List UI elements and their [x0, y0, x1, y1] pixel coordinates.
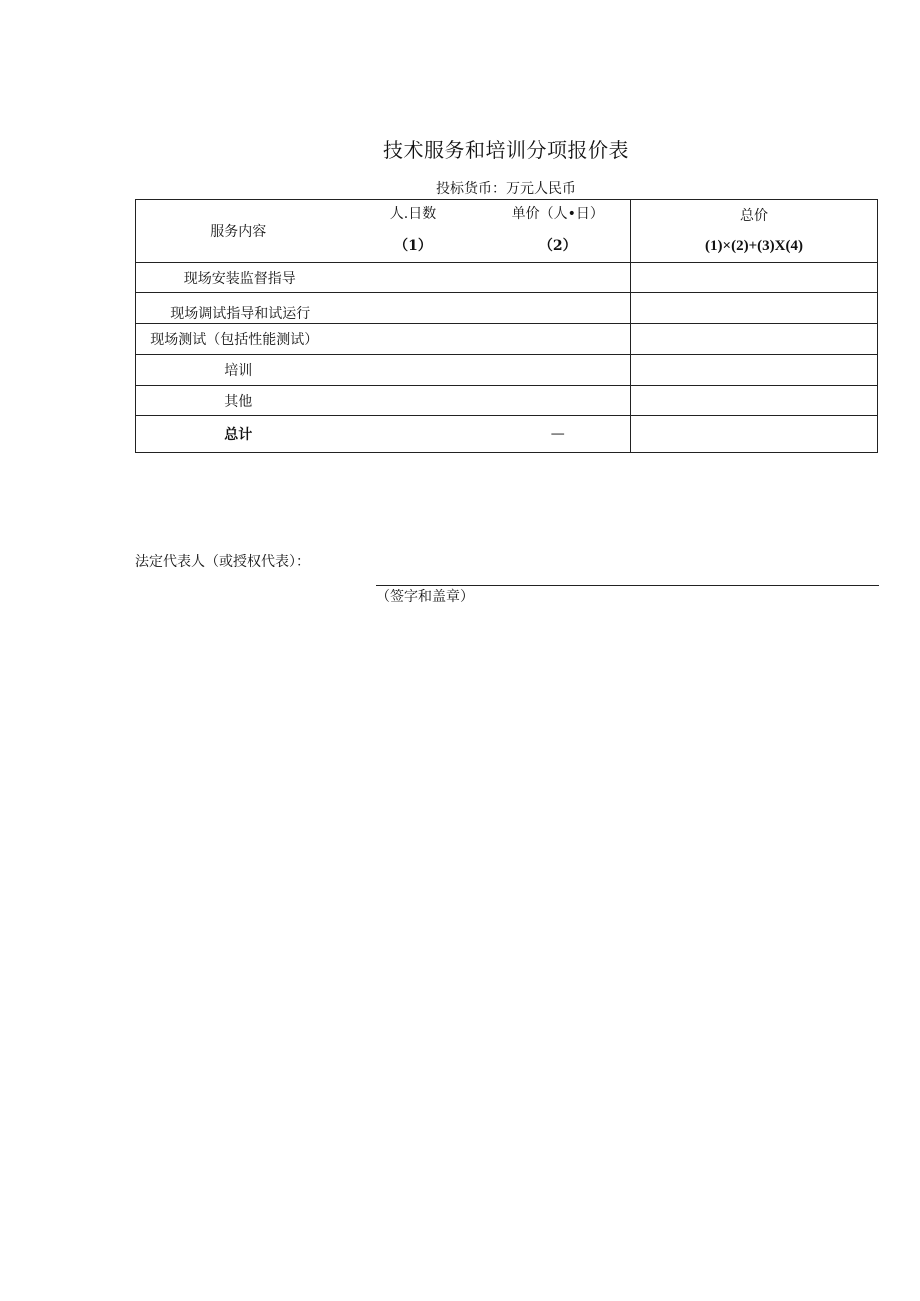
table-header-row [136, 200, 878, 263]
person-days-cell [341, 416, 486, 453]
total-cell [631, 263, 878, 293]
unit-price-cell [486, 386, 631, 416]
header-unit-price-label: 单价（人•日） [511, 206, 604, 222]
table-row [136, 324, 878, 355]
page-title: 技术服务和培训分项报价表 [383, 138, 629, 162]
header-unit-price [486, 200, 631, 263]
service-cell [136, 293, 341, 324]
service-label: 现场测试（包括性能测试） [150, 332, 319, 348]
signature-label: 法定代表人（或授权代表）： [135, 554, 310, 570]
header-total-formula: (1)×(2)+(3)X(4) [705, 238, 803, 254]
currency-line: 投标货币：万元人民币 [436, 181, 576, 197]
grand-total-cell [631, 416, 878, 453]
person-days-cell [341, 293, 486, 324]
service-label: 培训 [224, 363, 253, 379]
header-person-days-label: 人.日数 [389, 206, 437, 222]
total-cell [631, 386, 878, 416]
total-cell [631, 293, 878, 324]
header-total-label: 总价 [740, 208, 768, 224]
unit-price-dash: — [486, 416, 631, 453]
total-cell [631, 324, 878, 355]
table-row [136, 293, 878, 324]
header-person-days [341, 200, 486, 263]
person-days-cell [341, 386, 486, 416]
table-total-row [136, 416, 878, 453]
total-label-cell [136, 416, 341, 453]
header-unit-price-sub: （2） [538, 238, 577, 254]
person-days-cell [341, 324, 486, 355]
service-label: 现场安装监督指导 [183, 270, 296, 287]
unit-price-cell [486, 293, 631, 324]
header-person-days-sub: （1） [394, 238, 432, 254]
person-days-cell [341, 263, 486, 293]
table-row [136, 263, 878, 293]
unit-price-cell [486, 263, 631, 293]
service-cell [136, 263, 341, 293]
service-cell [136, 324, 341, 355]
signature-note: （签字和盖章） [376, 589, 474, 605]
service-label: 现场调试指导和试运行 [170, 305, 311, 322]
service-label: 其他 [224, 393, 253, 410]
service-cell [136, 386, 341, 416]
header-service-label: 服务内容 [210, 224, 267, 240]
unit-price-cell [486, 355, 631, 386]
unit-price-cell [486, 324, 631, 355]
service-cell [136, 355, 341, 386]
total-label: 总计 [224, 427, 253, 443]
header-service [136, 200, 341, 263]
table-row [136, 386, 878, 416]
total-cell [631, 355, 878, 386]
header-total [631, 200, 878, 263]
person-days-cell [341, 355, 486, 386]
table-row [136, 355, 878, 386]
quotation-table [135, 199, 878, 453]
